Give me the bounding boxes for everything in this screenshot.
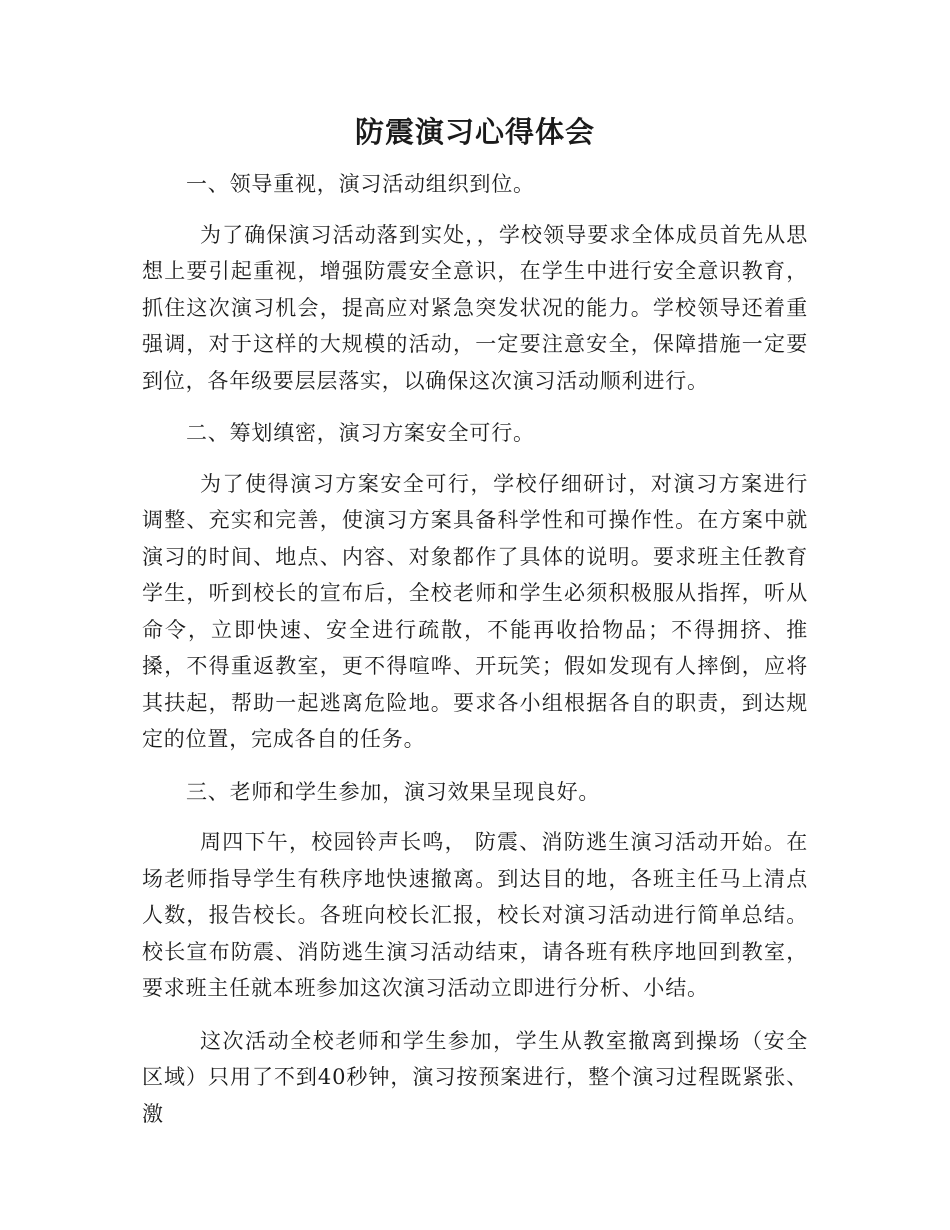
section-heading: 一、领导重视，演习活动组织到位。 [186, 172, 535, 196]
body-paragraph: 为了使得演习方案安全可行，学校仔细研讨，对演习方案进行调整、充实和完善，使演习方案具备科学性和可操作性。在方案中就演习的时间、地点、内容、对象都作了具体的说明。要求班主任教育学生，听到校长的宣布后，全校老师和学生必须积极服从指挥，听从命令，立即快速、安全进行疏散，不能再收拾物品；不得拥挤、推搡，不得重返教室，更不得喧哗、开玩笑；假如发现有人摔倒，应将其扶起，帮助一起逃离危险地。要求各小组根据各自的职责，到达规定的位置，完成各自的任务。 [142, 471, 808, 751]
section-heading: 三、老师和学生参加，演习效果呈现良好。 [186, 779, 601, 804]
section-heading: 二、筹划缜密，演习方案安全可行。 [186, 421, 535, 445]
body-paragraph: 为了确保演习活动落到实处，，学校领导要求全体成员首先从思想上要引起重视，增强防震安全意识，在学生中进行安全意识教育，抓住这次演习机会，提高应对紧急突发状况的能力。学校领导还着重强调，对于这样的大规模的活动，一定要注意安全，保障措施一定要到位，各年级要层层落实，以确保这次演习活动顺利进行。 [142, 222, 808, 393]
document-body [142, 166, 808, 1132]
body-paragraph: 周四下午，校园铃声长鸣， 防震、消防逃生演习活动开始。在场老师指导学生有秩序地快速撤离。到达目的地，各班主任马上清点人数，报告校长。各班向校长汇报，校长对演习活动进行简单总结。校长宣布防震、消防逃生演习活动结束，请各班有秩序地回到教室，要求班主任就本班参加这次演习活动立即进行分析、小结。 [142, 830, 808, 1000]
document-title: 防震演习心得体会 [354, 115, 595, 149]
body-paragraph: 这次活动全校老师和学生参加，学生从教室撤离到操场（安全区域）只用了不到40秒钟，演习按预案进行，整个演习过程既紧张、激 [142, 1028, 808, 1126]
